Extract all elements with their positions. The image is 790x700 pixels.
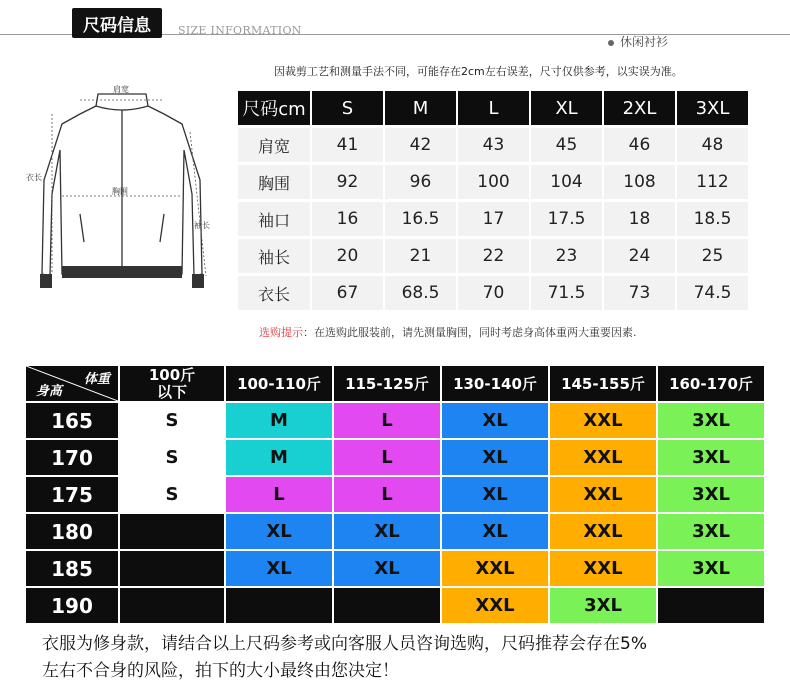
size-cell: XL	[226, 514, 332, 549]
size-header-cell: 2XL	[604, 91, 675, 125]
height-cell: 175	[26, 477, 118, 512]
corner-weight-label: 体重	[83, 372, 110, 387]
size-cell: L	[334, 477, 440, 512]
size-cell: M	[226, 440, 332, 475]
recommend-body	[26, 403, 764, 623]
table-cell: 108	[604, 165, 675, 199]
tip-text: ：在选购此服装前，请先测量胸围，同时考虑身高体重两大重要因素.	[303, 326, 637, 339]
recommendation-table	[24, 364, 766, 625]
table-row	[26, 551, 764, 586]
size-cell: 3XL	[658, 551, 764, 586]
diagram-label-length: 衣长	[26, 173, 42, 182]
table-cell: 16.5	[385, 202, 456, 236]
table-cell: 17	[458, 202, 529, 236]
size-cell: XXL	[550, 551, 656, 586]
table-cell: 73	[604, 276, 675, 310]
table-row	[26, 588, 764, 623]
size-cell: XXL	[442, 551, 548, 586]
size-cell: 3XL	[658, 477, 764, 512]
size-table	[236, 88, 750, 313]
table-cell: 16	[312, 202, 383, 236]
table-cell: 18.5	[677, 202, 748, 236]
size-cell: XL	[334, 514, 440, 549]
table-cell: 45	[531, 128, 602, 162]
size-cell: XL	[334, 551, 440, 586]
weight-header-cell	[120, 366, 224, 401]
size-cell: XXL	[442, 588, 548, 623]
size-cell: XXL	[550, 403, 656, 438]
row-label: 胸围	[238, 165, 310, 199]
table-cell: 42	[385, 128, 456, 162]
table-row	[238, 276, 748, 310]
recommend-header-row	[26, 366, 764, 401]
table-row	[26, 440, 764, 475]
table-cell: 17.5	[531, 202, 602, 236]
table-cell: 25	[677, 239, 748, 273]
weight-header-line: 以下	[156, 382, 187, 401]
size-cell: XL	[442, 477, 548, 512]
weight-header-cell: 160-170斤	[658, 366, 764, 401]
size-cell: XL	[442, 514, 548, 549]
table-cell: 48	[677, 128, 748, 162]
row-label: 衣长	[238, 276, 310, 310]
size-cell	[120, 514, 224, 549]
table-cell: 74.5	[677, 276, 748, 310]
table-cell: 43	[458, 128, 529, 162]
table-cell: 67	[312, 276, 383, 310]
table-cell: 46	[604, 128, 675, 162]
weight-header-cell: 115-125斤	[334, 366, 440, 401]
height-cell: 165	[26, 403, 118, 438]
size-header-cell: M	[385, 91, 456, 125]
footer-line: 左右不合身的风险，拍下的大小最终由您决定！	[42, 661, 399, 681]
size-header-cell: XL	[531, 91, 602, 125]
table-row	[26, 514, 764, 549]
table-cell: 70	[458, 276, 529, 310]
size-table-header	[238, 91, 748, 125]
size-cell: L	[226, 477, 332, 512]
diagram-label-shoulder: 肩宽	[113, 85, 129, 94]
height-cell: 170	[26, 440, 118, 475]
table-cell: 22	[458, 239, 529, 273]
row-label: 袖长	[238, 239, 310, 273]
table-row	[238, 239, 748, 273]
size-cell: L	[334, 403, 440, 438]
footer-disclaimer	[42, 631, 782, 685]
size-cell	[658, 588, 764, 623]
size-cell: XL	[226, 551, 332, 586]
table-cell: 18	[604, 202, 675, 236]
weight-header-cell: 130-140斤	[442, 366, 548, 401]
height-cell: 180	[26, 514, 118, 549]
table-cell: 92	[312, 165, 383, 199]
jacket-diagram	[22, 84, 222, 314]
footer-line: 衣服为修身款，请结合以上尺码参考或向客服人员咨询选购，尺码推荐会存在5%	[42, 634, 647, 654]
diagram-label-chest: 胸围	[112, 187, 128, 196]
height-cell: 185	[26, 551, 118, 586]
category-text: 休闲衬衫	[620, 35, 669, 49]
table-row	[238, 128, 748, 162]
size-header-cell: L	[458, 91, 529, 125]
size-cell: S	[120, 440, 224, 475]
size-cell: 3XL	[550, 588, 656, 623]
size-cell: M	[226, 403, 332, 438]
section-title: 尺码信息	[72, 8, 162, 38]
table-cell: 41	[312, 128, 383, 162]
table-cell: 23	[531, 239, 602, 273]
size-cell	[120, 551, 224, 586]
size-cell	[226, 588, 332, 623]
row-label: 袖口	[238, 202, 310, 236]
table-cell: 112	[677, 165, 748, 199]
size-cell: 3XL	[658, 403, 764, 438]
size-cell: XL	[442, 440, 548, 475]
bullet-icon	[608, 40, 614, 46]
table-row	[238, 202, 748, 236]
size-cell: 3XL	[658, 440, 764, 475]
table-cell: 71.5	[531, 276, 602, 310]
corner-height-label: 身高	[36, 384, 63, 399]
size-header-cell: 尺码cm	[238, 91, 310, 125]
diagram-label-sleeve: 袖长	[194, 221, 210, 230]
row-label: 肩宽	[238, 128, 310, 162]
table-cell: 104	[531, 165, 602, 199]
table-row	[26, 403, 764, 438]
table-cell: 100	[458, 165, 529, 199]
size-cell: S	[120, 403, 224, 438]
weight-header-line: 100斤	[148, 365, 196, 384]
corner-cell	[26, 366, 118, 401]
table-row	[26, 477, 764, 512]
size-header-cell: 3XL	[677, 91, 748, 125]
category-label	[608, 33, 668, 50]
size-cell: XXL	[550, 514, 656, 549]
size-cell	[334, 588, 440, 623]
table-cell: 96	[385, 165, 456, 199]
size-cell: L	[334, 440, 440, 475]
table-cell: 68.5	[385, 276, 456, 310]
weight-header-cell: 100-110斤	[226, 366, 332, 401]
table-row	[238, 165, 748, 199]
weight-header-cell: 145-155斤	[550, 366, 656, 401]
height-cell: 190	[26, 588, 118, 623]
size-cell: S	[120, 477, 224, 512]
size-cell: XXL	[550, 477, 656, 512]
table-cell: 21	[385, 239, 456, 273]
section-subtitle: SIZE INFORMATION	[178, 24, 302, 37]
size-cell: XL	[442, 403, 548, 438]
measurement-note: 因裁剪工艺和测量手法不同，可能存在2cm左右误差，尺寸仅供参考，以实误为准。	[274, 65, 683, 78]
size-cell: XXL	[550, 440, 656, 475]
size-header-cell: S	[312, 91, 383, 125]
table-cell: 20	[312, 239, 383, 273]
size-cell: 3XL	[658, 514, 764, 549]
purchase-tip	[259, 324, 637, 340]
table-cell: 24	[604, 239, 675, 273]
tip-label: 选购提示	[259, 326, 303, 339]
size-cell	[120, 588, 224, 623]
